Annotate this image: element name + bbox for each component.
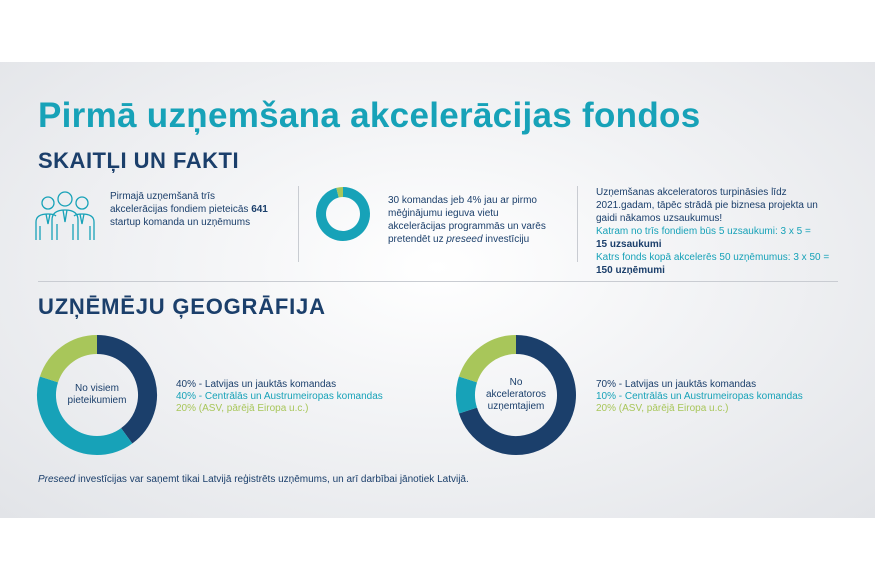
divider xyxy=(298,186,299,262)
legend-item: 40% - Latvijas un jauktās komandas xyxy=(176,379,337,390)
fact-schedule xyxy=(596,186,846,277)
geography-heading: UZŅĒMĒJU ĢEOGRĀFIJA xyxy=(38,294,326,319)
fact3-line2: 2021.gadam, tāpēc strādā pie biznesa projekta un xyxy=(596,200,818,211)
fact1-line1: Pirmajā uzņemšanā trīs xyxy=(110,191,216,202)
fact2-line1: 30 komandas jeb 4% jau ar pirmo xyxy=(388,195,537,206)
section-divider xyxy=(38,281,838,282)
fact2-line4: pretendēt uz preseed investīciju xyxy=(388,234,530,245)
fact3-line7: 150 uzņēmumi xyxy=(596,265,665,276)
slice-usa-other xyxy=(49,345,97,380)
fact2-line3: akcelerācijas programmās un varēs xyxy=(388,221,546,232)
legend-item: 10% - Centrālās un Austrumeiropas komandas xyxy=(596,391,803,402)
donut2-center-label: No akceleratoros uzņemtajiem xyxy=(485,377,547,412)
donut2-legend xyxy=(596,379,803,415)
fact-accepted xyxy=(388,194,573,246)
fact3-line1: Uzņemšanas akceleratoros turpināsies līdz xyxy=(596,187,787,198)
fact1-line3: startup komanda un uzņēmums xyxy=(110,217,251,228)
donut1-center-label: No visiem pieteikumiem xyxy=(67,383,127,406)
people-icon xyxy=(34,186,96,242)
facts-heading: SKAITĻI UN FAKTI xyxy=(38,148,240,173)
fact2-line2: mēģinājumu ieguva vietu xyxy=(388,208,499,219)
applications-count: 641 xyxy=(251,204,268,215)
slice-usa-other xyxy=(468,345,516,380)
divider xyxy=(577,186,578,262)
acceptance-donut xyxy=(315,186,371,242)
fact3-line5: 15 uzsaukumi xyxy=(596,239,662,250)
donut1-legend xyxy=(176,379,383,415)
slice-accepted xyxy=(338,192,343,193)
fact1-line2: akcelerācijas fondiem pieteicās 641 xyxy=(110,204,268,215)
legend-item: 40% - Centrālās un Austrumeiropas komandas xyxy=(176,391,383,402)
page-title: Pirmā uzņemšana akcelerācijas fondos xyxy=(38,96,701,135)
fact3-line6: Katrs fonds kopā akcelerēs 50 uzņēmumus: 3 x 50 = xyxy=(596,252,830,263)
fact3-line3: gaidi nākamos uzsaukumus! xyxy=(596,213,723,224)
footer-note: Preseed investīcijas var saņemt tikai Latvijā reģistrēts uzņēmums, un arī darbībai jānotiek Latvijā. xyxy=(38,474,469,485)
fact3-line4: Katram no trīs fondiem būs 5 uzsaukumi: 3 x 5 = xyxy=(596,226,811,237)
fact-applications xyxy=(110,190,290,229)
slice-not-accepted xyxy=(321,192,365,236)
legend-item: 70% - Latvijas un jauktās komandas xyxy=(596,379,757,390)
slice-central-eastern-europe xyxy=(466,379,468,410)
legend-item: 20% (ASV, pārējā Eiropa u.c.) xyxy=(176,403,309,414)
legend-item: 20% (ASV, pārējā Eiropa u.c.) xyxy=(596,403,729,414)
